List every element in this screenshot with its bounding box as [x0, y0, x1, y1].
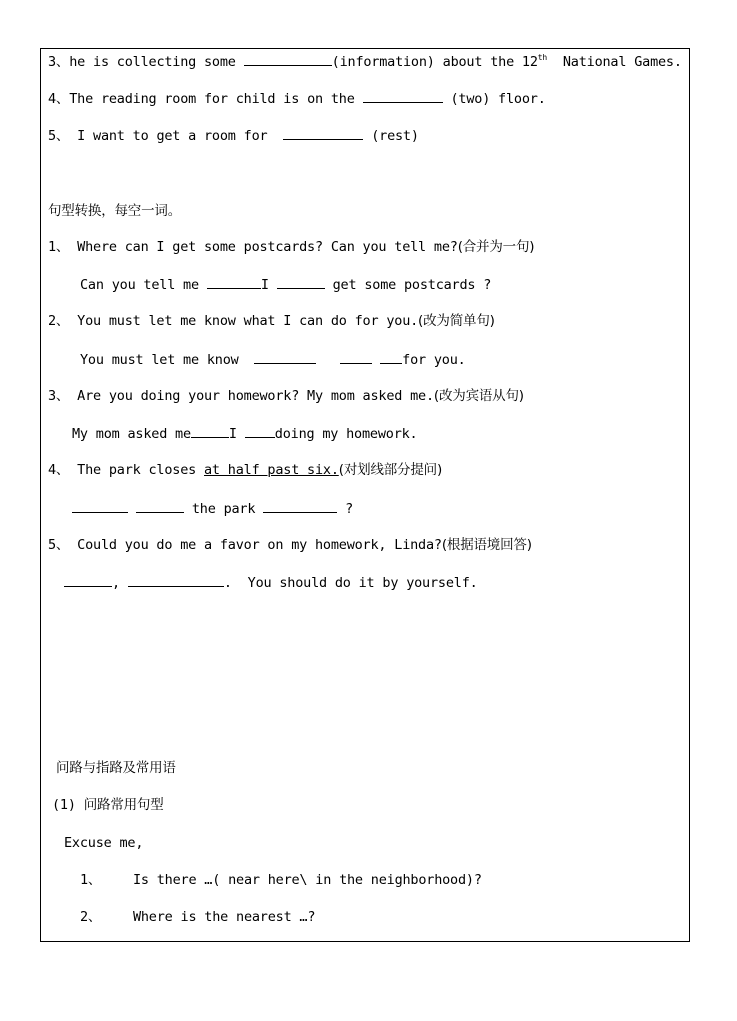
answer-blank[interactable] [72, 499, 128, 513]
answer-blank[interactable] [244, 52, 332, 66]
transform-question-2: 2、 You must let me know what I can do for you.(改为简单句) [48, 313, 495, 329]
answer-blank[interactable] [245, 424, 275, 438]
directions-intro: Excuse me, [64, 835, 144, 851]
transform-answer-4: the park ? [72, 499, 353, 518]
transform-question-1: 1、 Where can I get some postcards? Can you tell me?(合并为一句) [48, 239, 535, 255]
directions-item-1: 1、 Is there …( near here\ in the neighborhood)? [80, 872, 482, 888]
transform-answer-2: You must let me know for you. [80, 352, 466, 368]
answer-blank[interactable] [363, 89, 443, 103]
transform-question-3: 3、 Are you doing your homework? My mom asked me.(改为宾语从句) [48, 388, 524, 404]
fill-in-item-4: 4、The reading room for child is on the (two) floor. [48, 91, 546, 107]
directions-heading: 问路与指路及常用语 [56, 760, 176, 776]
answer-blank[interactable] [191, 424, 229, 438]
answer-blank[interactable] [254, 350, 316, 364]
directions-item-2: 2、 Where is the nearest …? [80, 909, 316, 925]
transform-answer-1: Can you tell me I get some postcards ? [80, 277, 492, 293]
answer-blank[interactable] [136, 499, 184, 513]
fill-in-item-3: 3、he is collecting some (information) about the 12th National Games. [48, 53, 682, 70]
transform-answer-3: My mom asked me I doing my homework. [72, 426, 418, 442]
answer-blank[interactable] [283, 126, 363, 140]
transform-answer-5: , . You should do it by yourself. [64, 573, 478, 592]
answer-blank[interactable] [64, 573, 112, 587]
transform-question-5: 5、 Could you do me a favor on my homework, Linda?(根据语境回答) [48, 537, 532, 553]
fill-in-item-5: 5、 I want to get a room for (rest) [48, 128, 419, 144]
directions-subheading: (1) 问路常用句型 [52, 797, 164, 813]
answer-blank[interactable] [263, 499, 337, 513]
answer-blank[interactable] [380, 350, 402, 364]
answer-blank[interactable] [128, 573, 224, 587]
answer-blank[interactable] [277, 275, 325, 289]
answer-blank[interactable] [340, 350, 372, 364]
transform-heading: 句型转换，每空一词。 [48, 203, 181, 219]
transform-question-4: 4、 The park closes at half past six.(对划线部分提问) [48, 462, 443, 478]
underlined-phrase: at half past six. [204, 462, 339, 478]
answer-blank[interactable] [207, 275, 261, 289]
